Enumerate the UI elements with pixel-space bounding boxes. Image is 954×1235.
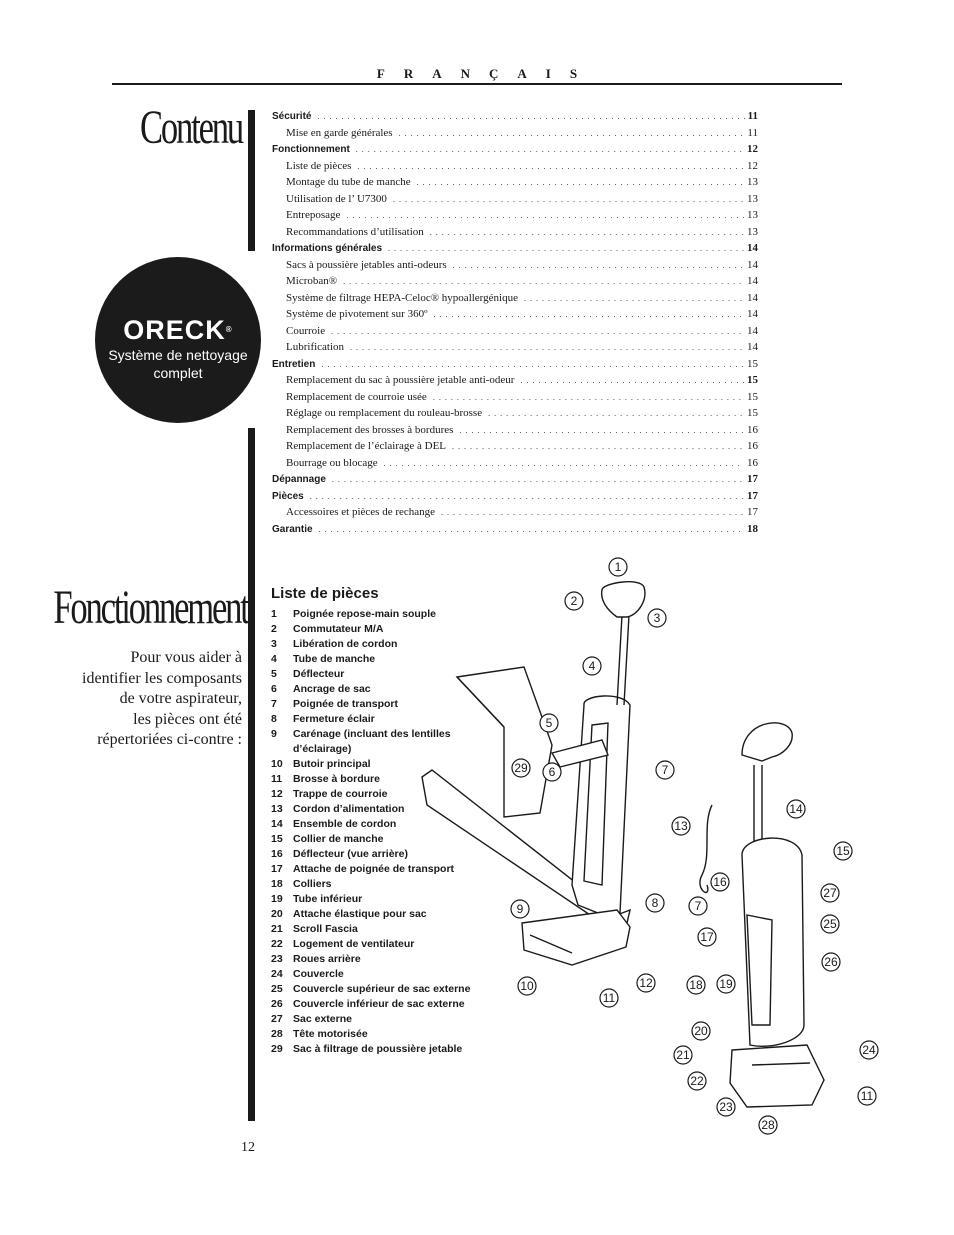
diagram-callout xyxy=(646,894,664,912)
diagram-callout xyxy=(822,953,840,971)
toc-entry-label: Remplacement des brosses à bordures xyxy=(286,423,454,436)
part-name: Ancrage de sac xyxy=(293,683,371,695)
diagram-callout xyxy=(821,915,839,933)
callout-number: 27 xyxy=(823,886,837,900)
toc-entry-label: Microban® xyxy=(286,275,338,287)
intro-line: Pour vous aider à xyxy=(130,649,242,666)
toc-entry-label: Système de pivotement sur 360º xyxy=(286,308,428,320)
toc-entry xyxy=(272,306,758,323)
part-number: 17 xyxy=(271,863,283,875)
diagram-callout xyxy=(860,1041,878,1059)
intro-line: de votre aspirateur, xyxy=(119,690,242,707)
toc-entry-page: 16 xyxy=(747,440,758,452)
toc-entry-page: 15 xyxy=(747,357,758,370)
toc-leader-dots xyxy=(399,126,745,143)
part-name: Sac à filtrage de poussière jetable xyxy=(293,1043,463,1055)
toc-entry xyxy=(272,389,758,406)
part-name: Brosse à bordure xyxy=(293,773,380,785)
callout-number: 11 xyxy=(860,1089,874,1103)
toc-entry-label: Bourrage ou blocage xyxy=(286,456,378,469)
part-number: 8 xyxy=(271,713,277,725)
intro-line: les pièces ont été xyxy=(133,710,242,728)
toc-entry xyxy=(272,323,758,340)
toc-leader-dots xyxy=(434,307,744,324)
diagram-callout xyxy=(648,609,666,627)
toc-leader-dots xyxy=(350,340,744,357)
toc-leader-dots xyxy=(319,522,744,539)
toc-entry xyxy=(272,174,758,191)
toc-entry xyxy=(272,455,758,472)
toc-entry-page: 18 xyxy=(747,522,758,535)
diagram-callout xyxy=(637,974,655,992)
callout-number: 16 xyxy=(713,875,727,889)
toc-leader-dots xyxy=(331,324,744,341)
part-name: Sac externe xyxy=(293,1013,352,1025)
toc-leader-dots xyxy=(524,291,744,308)
part-number: 6 xyxy=(271,683,277,695)
part-name: Attache de poignée de transport xyxy=(293,863,455,875)
toc-entry-label: Remplacement de l’éclairage à DEL xyxy=(286,440,447,452)
callout-number: 18 xyxy=(689,978,703,992)
toc-entry-label: Dépannage xyxy=(272,474,326,485)
toc-leader-dots xyxy=(441,505,744,522)
toc-entry xyxy=(272,141,758,158)
diagram-callout xyxy=(821,884,839,902)
tagline-line-1: Système de nettoyage xyxy=(108,347,248,363)
toc-entry-page: 11 xyxy=(747,110,758,122)
part-name: Scroll Fascia xyxy=(293,923,358,935)
part-number: 9 xyxy=(271,728,277,740)
diagram-callout xyxy=(688,1072,706,1090)
part-number: 14 xyxy=(271,818,283,830)
part-number: 11 xyxy=(271,773,283,785)
diagram-callout xyxy=(834,842,852,860)
callout-number: 28 xyxy=(761,1118,775,1132)
part-number: 20 xyxy=(271,908,283,920)
diagram-callout xyxy=(672,817,690,835)
diagram-callout xyxy=(698,928,716,946)
toc-entry xyxy=(272,372,758,389)
operation-side-bar xyxy=(248,428,255,1121)
toc-entry-page: 15 xyxy=(747,407,758,419)
part-name: Couvercle inférieur de sac externe xyxy=(293,998,465,1010)
toc-entry-label: Réglage ou remplacement du rouleau-brosse xyxy=(286,407,483,419)
header-rule xyxy=(112,83,842,85)
toc-leader-dots xyxy=(317,109,744,126)
part-name: Cordon d’alimentation xyxy=(293,803,405,815)
part-number: 2 xyxy=(271,623,277,635)
callout-number: 20 xyxy=(694,1024,708,1038)
oreck-logo-badge xyxy=(95,257,261,423)
callout-number: 9 xyxy=(516,902,524,916)
toc-leader-dots xyxy=(488,406,744,423)
part-number: 10 xyxy=(271,758,283,770)
callout-number: 29 xyxy=(514,761,528,775)
part-name: Couvercle xyxy=(293,968,344,980)
toc-entry-page: 14 xyxy=(747,242,758,254)
toc-entry-page: 12 xyxy=(747,143,758,155)
part-name: Déflecteur xyxy=(293,668,345,680)
part-name: Ensemble de cordon xyxy=(293,818,397,830)
toc-entry xyxy=(272,257,758,274)
contents-title: Contenu xyxy=(140,101,242,154)
toc-entry xyxy=(272,240,758,257)
toc-entry xyxy=(272,521,758,538)
operation-title: Fonctionnement xyxy=(53,581,248,634)
toc-entry xyxy=(272,438,758,455)
callout-number: 12 xyxy=(639,976,653,990)
toc-entry-page: 12 xyxy=(747,159,758,172)
toc-entry xyxy=(272,504,758,521)
tagline-line-2: complet xyxy=(153,365,203,381)
part-name: Tête motorisée xyxy=(293,1028,368,1040)
toc-entry-label: Entreposage xyxy=(286,209,341,221)
part-number: 24 xyxy=(271,968,283,980)
toc-entry-page: 13 xyxy=(747,209,758,221)
diagram-callout xyxy=(787,800,805,818)
callout-number: 26 xyxy=(824,955,838,969)
language-header: FRANÇAIS xyxy=(376,66,597,81)
part-name: Poignée de transport xyxy=(293,698,399,710)
toc-entry xyxy=(272,422,758,439)
diagram-callout xyxy=(600,989,618,1007)
toc-entry-page: 14 xyxy=(747,258,758,271)
part-number: 22 xyxy=(271,938,283,950)
toc-entry xyxy=(272,125,758,142)
callout-number: 8 xyxy=(651,896,659,910)
part-number: 1 xyxy=(271,608,277,620)
vacuum-parts-diagram xyxy=(412,555,892,1140)
toc-entry-page: 14 xyxy=(747,291,758,304)
diagram-callout xyxy=(511,900,529,918)
part-number: 19 xyxy=(271,893,283,905)
part-number: 25 xyxy=(271,983,283,995)
toc-entry-label: Recommandations d’utilisation xyxy=(286,225,424,238)
callout-number: 7 xyxy=(694,899,702,913)
toc-leader-dots xyxy=(310,489,744,506)
part-number: 3 xyxy=(271,638,277,650)
oreck-wordmark: ORECK® xyxy=(123,315,233,345)
diagram-callout xyxy=(583,657,601,675)
callout-number: 14 xyxy=(789,802,803,816)
toc-leader-dots xyxy=(332,472,744,489)
toc-entry-label: Entretien xyxy=(272,358,316,370)
part-number: 23 xyxy=(271,953,283,965)
diagram-callout xyxy=(689,897,707,915)
toc-entry-page: 17 xyxy=(747,506,758,518)
parts-list-heading: Liste de pièces xyxy=(271,585,379,602)
callout-number: 22 xyxy=(690,1074,704,1088)
part-number: 21 xyxy=(271,923,283,935)
intro-line: répertoriées ci-contre : xyxy=(97,731,242,748)
part-number: 18 xyxy=(271,878,283,890)
part-name: Roues arrière xyxy=(293,953,361,965)
part-number: 12 xyxy=(271,788,283,800)
toc-leader-dots xyxy=(393,192,744,209)
toc-entry-label: Liste de pièces xyxy=(286,159,352,172)
page-number: 12 xyxy=(241,1140,255,1155)
toc-leader-dots xyxy=(417,175,744,192)
part-number: 27 xyxy=(271,1013,283,1025)
toc-entry-label: Garantie xyxy=(272,523,313,535)
intro-paragraph xyxy=(40,648,242,751)
toc-entry-page: 14 xyxy=(747,341,758,353)
toc-entry-label: Informations générales xyxy=(272,243,383,254)
toc-entry xyxy=(272,273,758,290)
toc-entry-page: 16 xyxy=(747,423,758,436)
part-name: Déflecteur (vue arrière) xyxy=(293,848,408,860)
toc-entry-label: Utilisation de l’ U7300 xyxy=(286,192,387,205)
toc-entry-page: 11 xyxy=(747,126,758,139)
part-number: 13 xyxy=(271,803,283,815)
callout-number: 10 xyxy=(520,979,534,993)
toc-entry-label: Accessoires et pièces de rechange xyxy=(286,506,436,518)
part-name: Colliers xyxy=(293,878,332,890)
toc-leader-dots xyxy=(520,373,744,390)
part-name: Commutateur M/A xyxy=(293,623,384,635)
toc-entry-page: 13 xyxy=(747,225,758,238)
toc-leader-dots xyxy=(356,142,744,159)
callout-number: 25 xyxy=(823,917,837,931)
toc-leader-dots xyxy=(388,241,744,258)
callout-number: 6 xyxy=(548,765,556,779)
toc-entry-page: 14 xyxy=(747,308,758,320)
toc-leader-dots xyxy=(346,208,744,225)
toc-entry xyxy=(272,158,758,175)
part-name: Poignée repose-main souple xyxy=(293,608,436,620)
toc-entry-page: 14 xyxy=(747,324,758,337)
toc-entry-label: Fonctionnement xyxy=(272,144,350,155)
part-name: Carénage (incluant des lentilles d’éclairage) xyxy=(293,728,451,755)
part-number: 28 xyxy=(271,1028,283,1040)
toc-entry-page: 14 xyxy=(747,275,758,287)
part-name: Couvercle supérieur de sac externe xyxy=(293,983,471,995)
toc-entry xyxy=(272,356,758,373)
callout-number: 15 xyxy=(836,844,850,858)
toc-leader-dots xyxy=(357,159,744,176)
toc-entry-page: 17 xyxy=(747,473,758,485)
toc-entry-label: Courroie xyxy=(286,324,326,337)
part-number: 15 xyxy=(271,833,283,845)
toc-leader-dots xyxy=(459,423,744,440)
part-number: 4 xyxy=(271,653,277,665)
callout-number: 11 xyxy=(602,991,616,1005)
diagram-callout xyxy=(543,763,561,781)
toc-entry-label: Mise en garde générales xyxy=(286,126,393,139)
toc-entry-page: 13 xyxy=(747,176,758,188)
brand-name: ORECK xyxy=(123,315,226,345)
toc-leader-dots xyxy=(453,258,744,275)
diagram-callout xyxy=(656,761,674,779)
toc-entry-page: 17 xyxy=(747,489,758,502)
diagram-callout xyxy=(717,975,735,993)
diagram-callout xyxy=(858,1087,876,1105)
toc-entry xyxy=(272,488,758,505)
toc-entry-label: Montage du tube de manche xyxy=(286,176,411,188)
part-number: 29 xyxy=(271,1043,283,1055)
toc-entry-label: Remplacement du sac à poussière jetable anti-odeur xyxy=(286,374,515,386)
toc-entry-label: Remplacement de courroie usée xyxy=(286,390,427,403)
diagram-callout xyxy=(692,1022,710,1040)
toc-entry-page: 15 xyxy=(747,374,758,386)
toc-leader-dots xyxy=(321,357,744,374)
toc-leader-dots xyxy=(452,439,744,456)
callout-number: 23 xyxy=(719,1100,733,1114)
callout-number: 7 xyxy=(661,763,669,777)
part-number: 7 xyxy=(271,698,277,710)
callout-number: 21 xyxy=(676,1048,690,1062)
part-number: 5 xyxy=(271,668,277,680)
toc-entry xyxy=(272,207,758,224)
callout-number: 5 xyxy=(545,716,553,730)
toc-entry xyxy=(272,339,758,356)
part-name: Tube inférieur xyxy=(293,893,363,905)
toc-entry-label: Sécurité xyxy=(272,111,312,122)
diagram-callout xyxy=(518,977,536,995)
logo-tagline xyxy=(95,346,261,382)
part-name: Libération de cordon xyxy=(293,638,398,650)
toc-entry-label: Sacs à poussière jetables anti-odeurs xyxy=(286,258,447,271)
toc-leader-dots xyxy=(384,456,744,473)
toc-entry xyxy=(272,108,758,125)
toc-entry xyxy=(272,191,758,208)
toc-entry-page: 13 xyxy=(747,192,758,205)
table-of-contents xyxy=(272,108,758,537)
callout-number: 17 xyxy=(700,930,714,944)
toc-entry xyxy=(272,224,758,241)
part-name: Collier de manche xyxy=(293,833,384,845)
toc-entry-page: 15 xyxy=(747,390,758,403)
part-number: 16 xyxy=(271,848,283,860)
part-name: Trappe de courroie xyxy=(293,788,388,800)
diagram-callout xyxy=(711,873,729,891)
diagram-callout xyxy=(512,759,530,777)
diagram-callout xyxy=(717,1098,735,1116)
toc-entry xyxy=(272,471,758,488)
toc-leader-dots xyxy=(433,390,744,407)
toc-entry-label: Système de filtrage HEPA-Celoc® hypoallergénique xyxy=(286,291,518,304)
part-name: Tube de manche xyxy=(293,653,376,665)
callout-number: 1 xyxy=(614,560,622,574)
part-number: 26 xyxy=(271,998,283,1010)
callout-number: 24 xyxy=(862,1043,876,1057)
toc-leader-dots xyxy=(430,225,744,242)
callout-number: 19 xyxy=(719,977,733,991)
toc-entry-page: 16 xyxy=(747,456,758,469)
callout-number: 3 xyxy=(653,611,661,625)
part-name: Attache élastique pour sac xyxy=(293,908,427,920)
part-name: Butoir principal xyxy=(293,758,371,770)
diagram-callout xyxy=(674,1046,692,1064)
part-name: Logement de ventilateur xyxy=(293,938,415,950)
callout-number: 4 xyxy=(588,659,596,673)
diagram-callout xyxy=(540,714,558,732)
callout-number: 2 xyxy=(570,594,578,608)
diagram-callout xyxy=(565,592,583,610)
diagram-callout xyxy=(759,1116,777,1134)
diagram-callout xyxy=(687,976,705,994)
part-name: Fermeture éclair xyxy=(293,713,375,725)
toc-leader-dots xyxy=(343,274,744,291)
intro-line: identifier les composants xyxy=(82,669,242,687)
toc-entry xyxy=(272,290,758,307)
toc-entry-label: Pièces xyxy=(272,490,304,502)
toc-entry-label: Lubrification xyxy=(286,341,345,353)
callout-number: 13 xyxy=(674,819,688,833)
contents-side-bar xyxy=(248,110,255,251)
toc-entry xyxy=(272,405,758,422)
diagram-callout xyxy=(609,558,627,576)
